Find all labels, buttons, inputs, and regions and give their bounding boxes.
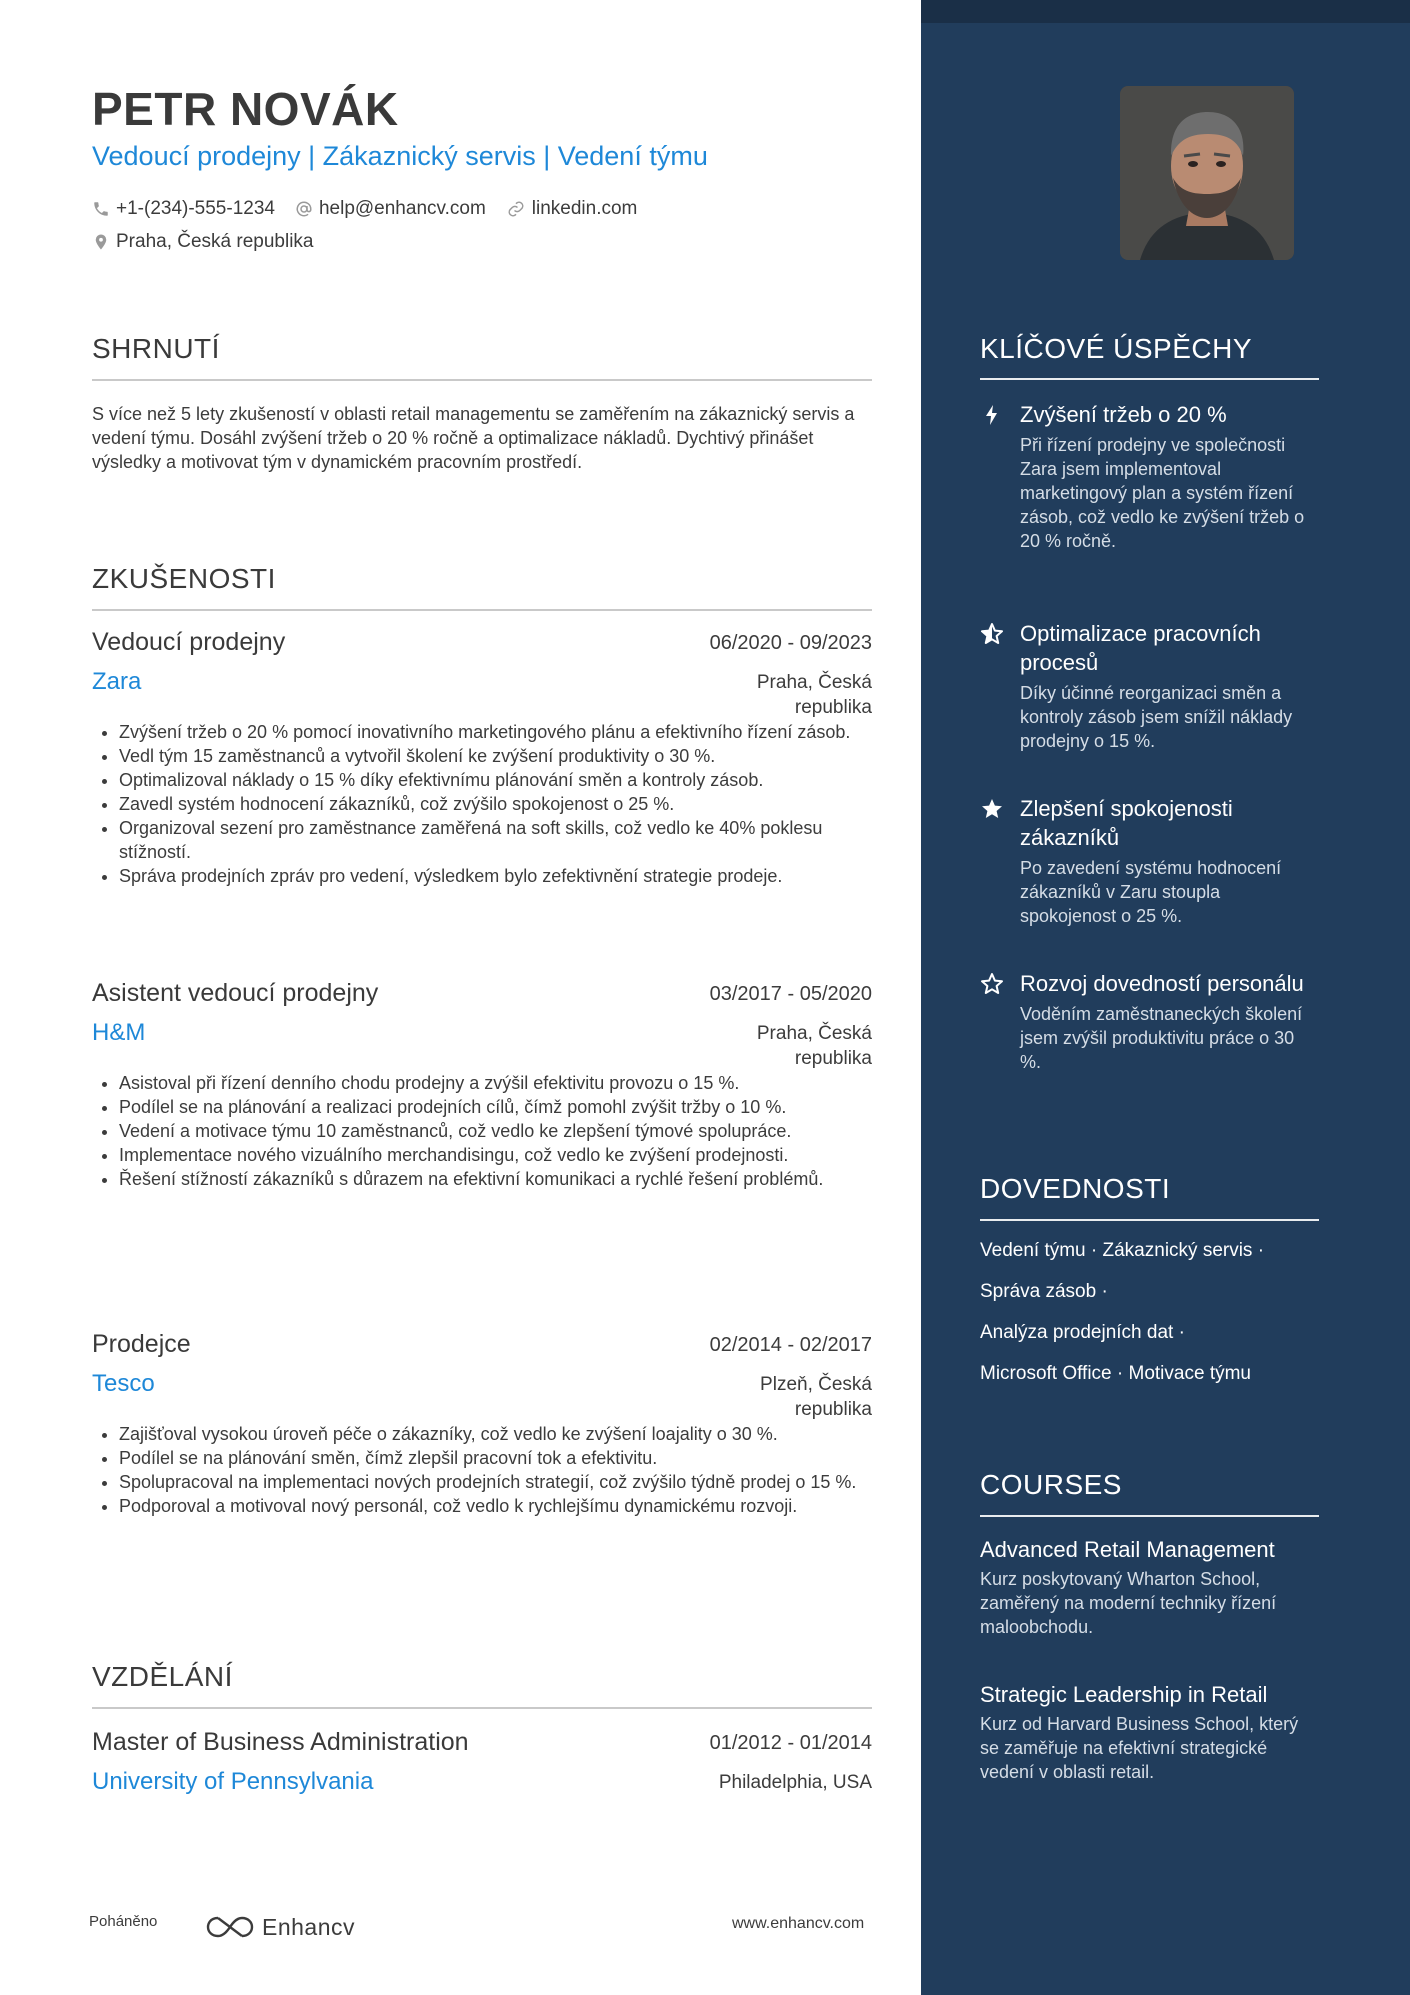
job-company: Zara bbox=[92, 668, 142, 695]
linkedin-contact[interactable] bbox=[506, 198, 638, 220]
job-bullets bbox=[92, 1071, 872, 1191]
school-name: University of Pennsylvania bbox=[92, 1768, 374, 1795]
enhancv-logo[interactable] bbox=[206, 1905, 355, 1949]
star-outline-icon bbox=[980, 972, 1004, 996]
achievement-title: Optimalizace pracovních procesů bbox=[1020, 621, 1261, 675]
star-filled-icon bbox=[980, 797, 1004, 821]
job-bullet: • Vedení a motivace týmu 10 zaměstnanců, což vedlo ke zlepšení týmové spolupráce. bbox=[119, 1119, 872, 1143]
course-title: Advanced Retail Management bbox=[980, 1537, 1275, 1562]
skills-divider bbox=[980, 1219, 1319, 1221]
skills-title: DOVEDNOSTI bbox=[980, 1173, 1171, 1204]
job-bullet: • Zavedl systém hodnocení zákazníků, což zvýšilo spokojenost o 25 %. bbox=[119, 792, 872, 816]
job-bullet: • Optimalizoval náklady o 15 % díky efektivnímu plánování směn a kontroly zásob. bbox=[119, 768, 872, 792]
email-contact[interactable] bbox=[295, 198, 486, 220]
job-company: Tesco bbox=[92, 1370, 155, 1397]
contact-row-2 bbox=[92, 229, 657, 255]
phone-text: +1-(234)-555-1234 bbox=[116, 198, 275, 219]
job-location: Praha, Česká republika bbox=[756, 672, 872, 718]
job-title: Prodejce bbox=[92, 1330, 191, 1358]
experience-title: ZKUŠENOSTI bbox=[92, 563, 276, 594]
job-bullet: • Spolupracoval na implementaci nových prodejních strategií, což zvýšilo týdně prodej o 15 %. bbox=[119, 1470, 872, 1494]
course-desc: Kurz poskytovaný Wharton School, zaměřený na moderní techniky řízení maloobchodu. bbox=[980, 1569, 1277, 1637]
sidebar-top-band bbox=[921, 0, 1410, 23]
job-bullet: • Implementace nového vizuálního merchandisingu, což vedlo ke zvýšení prodejnosti. bbox=[119, 1143, 872, 1167]
degree-title: Master of Business Administration bbox=[92, 1728, 469, 1756]
job-location: Praha, Česká republika bbox=[756, 1023, 872, 1069]
courses-divider bbox=[980, 1515, 1319, 1517]
job-bullets bbox=[92, 1422, 872, 1518]
link-icon bbox=[506, 200, 526, 218]
skill-line: Vedení týmu · Zákaznický servis · bbox=[980, 1240, 1265, 1261]
job-bullet: • Vedl tým 15 zaměstnanců a vytvořil školení ke zvýšení produktivity o 30 %. bbox=[119, 744, 872, 768]
portrait-illustration bbox=[1120, 86, 1294, 260]
location-text: Praha, Česká republika bbox=[116, 231, 314, 252]
course-item bbox=[980, 1535, 1319, 1639]
achievement-desc: Díky účinné reorganizaci směn a kontroly zásob jsem snížil náklady prodejny o 15 %. bbox=[1020, 683, 1293, 751]
education-title: VZDĚLÁNÍ bbox=[92, 1661, 233, 1692]
sidebar bbox=[921, 0, 1410, 1995]
job-title: Asistent vedoucí prodejny bbox=[92, 979, 379, 1007]
brand-name: Enhancv bbox=[262, 1913, 356, 1940]
location-pin-icon bbox=[92, 232, 110, 252]
profile-photo bbox=[1120, 86, 1294, 260]
job-entry bbox=[92, 1330, 872, 1518]
achievement-item bbox=[980, 969, 1319, 1074]
job-bullet: • Podílel se na plánování a realizaci prodejních cílů, čímž pomohl zvýšit tržby o 10 %. bbox=[119, 1095, 872, 1119]
job-bullet: • Správa prodejních zpráv pro vedení, výsledkem bylo zefektivnění strategie prodeje. bbox=[119, 864, 872, 888]
site-url[interactable]: www.enhancv.com bbox=[732, 1915, 865, 1932]
skill-line: Analýza prodejních dat · bbox=[980, 1322, 1185, 1343]
achievement-item bbox=[980, 619, 1319, 753]
job-location: Plzeň, Česká republika bbox=[760, 1374, 872, 1420]
bolt-icon bbox=[980, 403, 1004, 427]
job-bullets bbox=[92, 720, 872, 888]
job-dates: 06/2020 - 09/2023 bbox=[709, 632, 872, 654]
achievements-divider bbox=[980, 378, 1319, 380]
experience-divider bbox=[92, 609, 872, 611]
star-half-icon bbox=[980, 622, 1004, 646]
education-dates: 01/2012 - 01/2014 bbox=[709, 1732, 872, 1754]
course-item bbox=[980, 1680, 1319, 1784]
achievements-title: KLÍČOVÉ ÚSPĚCHY bbox=[980, 333, 1253, 364]
summary-divider bbox=[92, 379, 872, 381]
achievement-title: Zlepšení spokojenosti zákazníků bbox=[1020, 796, 1233, 850]
contact-row-1 bbox=[92, 196, 657, 222]
at-icon bbox=[295, 200, 313, 218]
candidate-name: PETR NOVÁK bbox=[92, 83, 399, 135]
job-entry bbox=[92, 979, 872, 1191]
achievement-item bbox=[980, 794, 1319, 928]
achievement-title: Zvýšení tržeb o 20 % bbox=[1020, 402, 1227, 427]
job-entry bbox=[92, 628, 872, 888]
skill-line: Správa zásob · bbox=[980, 1281, 1108, 1302]
school-location: Philadelphia, USA bbox=[718, 1772, 872, 1793]
education-entry bbox=[92, 1728, 872, 1820]
contact-info bbox=[92, 196, 657, 262]
job-bullet: • Organizoval sezení pro zaměstnance zaměřená na soft skills, což vedlo ke 40% poklesu stížností. bbox=[119, 816, 872, 864]
powered-by-label: Poháněno bbox=[89, 1913, 158, 1930]
achievement-item bbox=[980, 400, 1319, 553]
job-dates: 02/2014 - 02/2017 bbox=[709, 1334, 872, 1356]
job-bullet: • Podporoval a motivoval nový personál, což vedlo k rychlejšímu dynamickému rozvoji. bbox=[119, 1494, 872, 1518]
job-bullet: • Podílel se na plánování směn, čímž zlepšil pracovní tok a efektivitu. bbox=[119, 1446, 872, 1470]
enhancv-logo-icon bbox=[206, 1914, 254, 1940]
job-bullet: • Zajišťoval vysokou úroveň péče o zákazníky, což vedlo ke zvýšení loajality o 30 %. bbox=[119, 1422, 872, 1446]
course-desc: Kurz od Harvard Business School, který se zaměřuje na efektivní strategické vedení v oblasti retail. bbox=[980, 1714, 1299, 1782]
job-bullet: • Zvýšení tržeb o 20 % pomocí inovativního marketingového plánu a efektivního řízení zásob. bbox=[119, 720, 872, 744]
phone-contact bbox=[92, 198, 275, 220]
achievement-desc: Při řízení prodejny ve společnosti Zara jsem implementoval marketingový plan a systém řízení zásob, což vedlo ke zvýšení tržeb o 20 % ročně. bbox=[1020, 435, 1305, 551]
headline: Vedoucí prodejny | Zákaznický servis | Vedení týmu bbox=[92, 141, 708, 171]
job-title: Vedoucí prodejny bbox=[92, 628, 286, 656]
email-text[interactable]: help@enhancv.com bbox=[318, 198, 486, 219]
location-contact bbox=[92, 231, 314, 253]
achievement-desc: Po zavedení systému hodnocení zákazníků v Zaru stoupla spokojenost o 25 %. bbox=[1020, 858, 1282, 926]
achievement-title: Rozvoj dovedností personálu bbox=[1020, 971, 1304, 996]
summary-title: SHRNUTÍ bbox=[92, 333, 220, 364]
linkedin-text[interactable]: linkedin.com bbox=[531, 198, 638, 219]
job-bullet: • Řešení stížností zákazníků s důrazem na efektivní komunikaci a rychlé řešení problémů. bbox=[119, 1167, 872, 1191]
job-bullet: • Asistoval při řízení denního chodu prodejny a zvýšil efektivitu provozu o 15 %. bbox=[119, 1071, 872, 1095]
summary-text: S více než 5 lety zkušeností v oblasti retail managementu se zaměřením na zákaznický servis a vedení týmu. Dosáhl zvýšení tržeb o 20 % ročně a optimalizace nákladů. Dychtivý přinášet výsledky a motivovat tým v dynamickém pracovním prostředí. bbox=[92, 404, 855, 472]
phone-icon bbox=[92, 200, 110, 218]
education-divider bbox=[92, 1707, 872, 1709]
skill-line: Microsoft Office · Motivace týmu bbox=[980, 1363, 1251, 1384]
job-dates: 03/2017 - 05/2020 bbox=[709, 983, 872, 1005]
course-title: Strategic Leadership in Retail bbox=[980, 1682, 1268, 1707]
courses-title: COURSES bbox=[980, 1469, 1122, 1500]
job-company: H&M bbox=[92, 1019, 146, 1046]
achievement-desc: Voděním zaměstnaneckých školení jsem zvýšil produktivitu práce o 30 %. bbox=[1020, 1004, 1303, 1072]
footer bbox=[0, 1905, 880, 1949]
skills-list bbox=[980, 1240, 1319, 1404]
